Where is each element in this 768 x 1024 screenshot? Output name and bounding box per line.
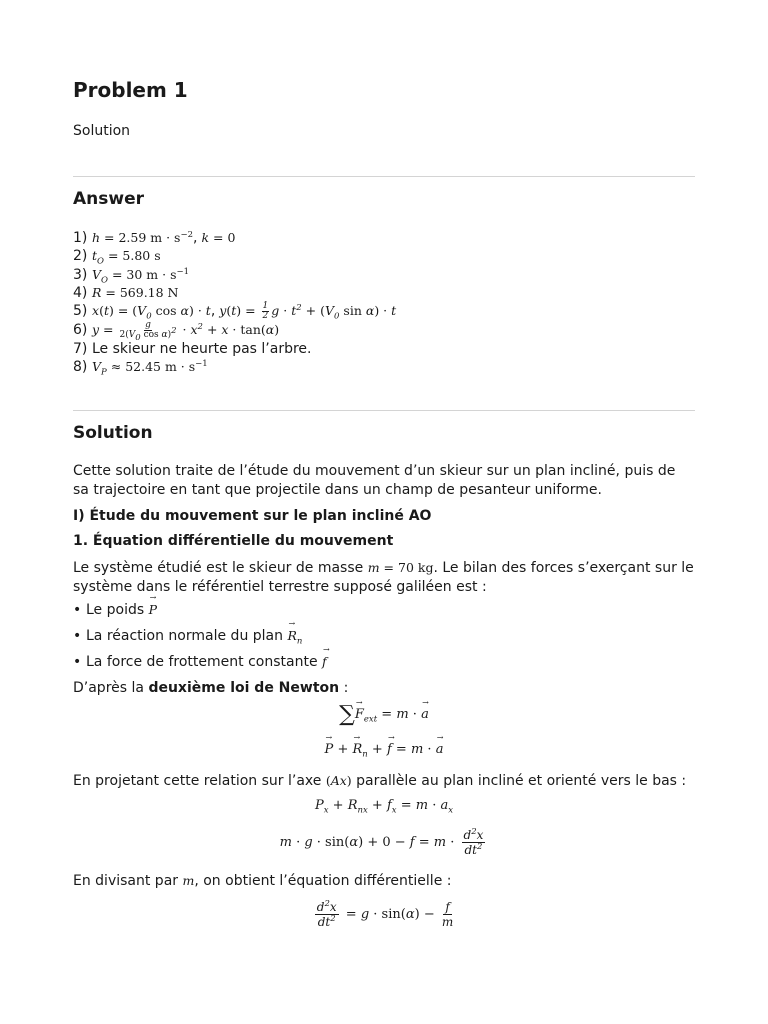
equation-projection: $P_x + R_{nx} + f_x = m \cdot a_x$ bbox=[314, 798, 454, 816]
force-item: • La force de frottement constante → f bbox=[73, 654, 327, 670]
answer-item: 8) $V_P \approx 52.45$ $m \cdot s^{-1}$ bbox=[73, 359, 208, 378]
projection-paragraph: En projetant cette relation sur l’axe (Ax) parallèle au plan incliné et orienté vers le bas : bbox=[73, 773, 687, 789]
force-item: • Le poids → P bbox=[73, 602, 157, 618]
answer-formula: R = 569.18 N bbox=[92, 284, 179, 300]
answer-formula: y = $\frac{g}{2(V_0 \cos \alpha)^2}$ · $x^2 + x \cdot \tan(\alpha)$ bbox=[92, 320, 280, 343]
answer-item: 4) R = 569.18 N bbox=[73, 284, 179, 301]
answer-formula: $t_O = 5.80$ s bbox=[92, 248, 161, 267]
equation-sum-forces: ∑→ $F_{ext} = m$ · → a bbox=[73, 702, 695, 727]
answer-item: 7) Le skieur ne heurte pas l’arbre. bbox=[73, 341, 312, 358]
page-title: Problem 1 bbox=[73, 78, 188, 102]
answer-item: 3) $V_O = 30$ $m \cdot s^{-1}$ bbox=[73, 266, 190, 286]
divide-paragraph: En divisant par m, on obtient l’équation différentielle : bbox=[73, 873, 452, 889]
answer-formula: h = 2.59 $m \cdot s^{-2}$, k = 0 bbox=[92, 229, 236, 246]
equation-vector: → P + → $R_n$ + → f = m · → a bbox=[73, 742, 695, 757]
divider bbox=[73, 176, 695, 177]
equation-differential: $\frac{d^2x}{dt^2}$ = g · sin(α) − $\frac{f}{m}$ bbox=[316, 899, 454, 929]
answer-formula: $x(t) = (V_0$ cos α) · t, y(t) = $\frac{1}{2}$ $g \cdot t^2 + (V_0$ sin α) · t bbox=[92, 301, 397, 322]
answer-list bbox=[73, 229, 396, 377]
answer-item: 6) y = $\frac{g}{2(V_0 \cos \alpha)^2}$ · $x^2 + x \cdot \tan(\alpha)$ bbox=[73, 320, 280, 343]
force-item: • La réaction normale du plan → $R_n$ bbox=[73, 628, 302, 644]
answer-formula: $V_P \approx 52.45$ $m \cdot s^{-1}$ bbox=[92, 359, 208, 378]
answer-heading: Answer bbox=[73, 189, 144, 209]
answer-item: 5) $x(t) = (V_0$ cos α) · t, y(t) = $\frac{1}{2}$ $g \cdot t^2 + (V_0$ sin α) · t bbox=[73, 301, 397, 322]
divider bbox=[73, 410, 695, 411]
newton-paragraph: D’après la deuxième loi de Newton : bbox=[73, 680, 349, 696]
answer-text: Le skieur ne heurte pas l’arbre. bbox=[92, 341, 312, 358]
system-paragraph: Le système étudié est le skieur de masse m = 70 kg. Le bilan des forces s’exerçant sur le système dans le référentiel terrestre supposé galiléen est : bbox=[73, 560, 694, 595]
equation-expanded: m · g · sin(α) + 0 − f = m · $\frac{d^2x}{dt^2}$ bbox=[279, 827, 484, 857]
answer-item: 1) h = 2.59 $m \cdot s^{-2}$, k = 0 bbox=[73, 229, 236, 246]
answer-formula: $V_O = 30$ $m \cdot s^{-1}$ bbox=[92, 266, 190, 286]
answer-item: 2) $t_O = 5.80$ s bbox=[73, 248, 161, 267]
solution-heading: Solution bbox=[73, 423, 153, 443]
subsection-heading: 1. Équation différentielle du mouvement bbox=[73, 533, 394, 549]
page-subtitle: Solution bbox=[73, 123, 131, 139]
section-heading: I) Étude du mouvement sur le plan incliné AO bbox=[73, 508, 432, 524]
intro-paragraph: Cette solution traite de l’étude du mouvement d’un skieur sur un plan incliné, puis de sa trajectoire en tant que projectile dans un champ de pesanteur uniforme. bbox=[73, 463, 676, 498]
